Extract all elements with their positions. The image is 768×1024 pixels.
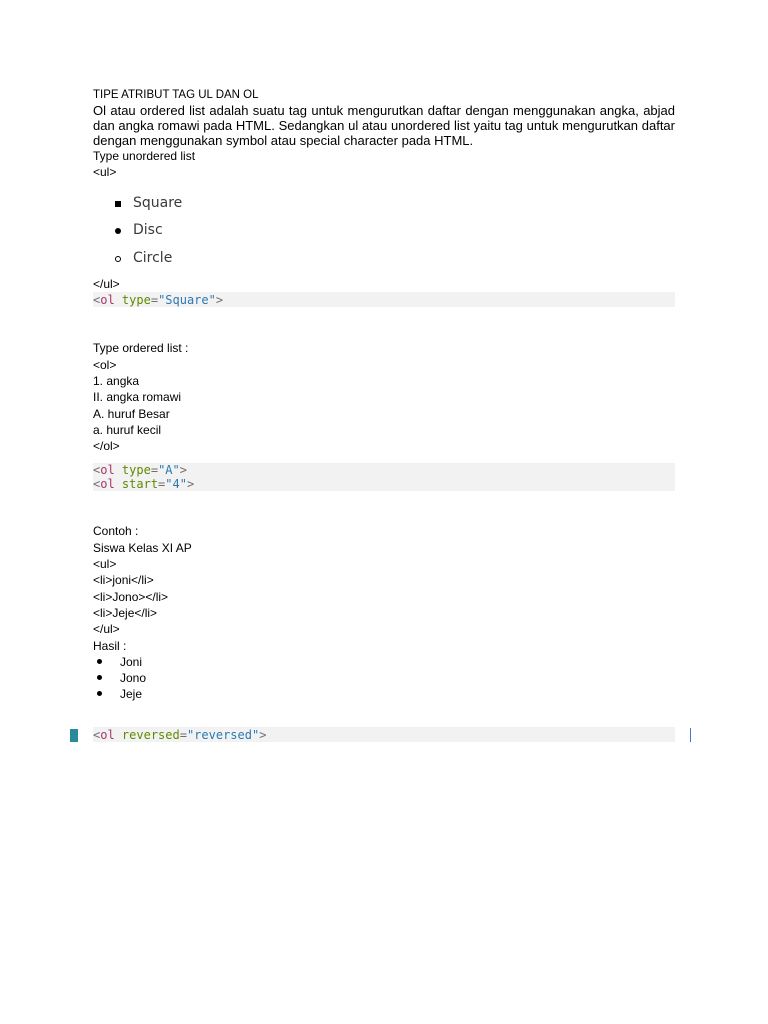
code-line (93, 463, 675, 477)
code-bracket: > (186, 477, 195, 492)
spacer (93, 454, 675, 463)
circle-bullet-icon (115, 256, 121, 262)
list-item-label: Disc (133, 222, 163, 239)
example-heading: Contoh : (93, 524, 139, 539)
ordered-heading: Type ordered list : (93, 341, 189, 356)
list-item-label: Joni (120, 654, 143, 669)
code-equals: = (150, 463, 159, 478)
ol-line: 1. angka (93, 373, 140, 388)
code-bracket: < (93, 463, 101, 478)
code-snippet-ol-reversed (93, 727, 675, 742)
example-code-line: </ul> (93, 622, 120, 637)
document-title: TIPE ATRIBUT TAG UL DAN OL (93, 89, 259, 101)
list-item-label: Jeje (120, 687, 143, 702)
code-attribute: start (121, 477, 159, 492)
example-code-line: <li>Jeje</li> (93, 605, 158, 620)
list-item (93, 245, 675, 273)
list-item (93, 654, 675, 670)
result-list (93, 654, 675, 703)
list-item (93, 190, 675, 218)
spacer (93, 491, 675, 523)
code-attribute: type (121, 463, 151, 478)
code-equals: = (179, 728, 187, 742)
code-bracket: > (215, 293, 224, 308)
ol-open-tag: <ol> (93, 357, 117, 372)
code-value: "Square" (158, 293, 216, 308)
code-tag: ol (100, 728, 115, 742)
code-attribute: reversed (121, 728, 180, 742)
text-cursor-block-icon (70, 729, 78, 742)
ol-line: a. huruf kecil (93, 422, 162, 437)
list-item (93, 217, 675, 245)
code-bracket: < (93, 728, 101, 742)
result-heading: Hasil : (93, 638, 127, 653)
list-item (93, 686, 675, 702)
code-tag: ol (100, 293, 115, 308)
spacer (93, 307, 675, 340)
bullet-icon (97, 691, 102, 696)
example-code-line: <li>Jono></li> (93, 589, 169, 604)
code-value: "A" (158, 463, 180, 478)
code-snippet-ol-type-square (93, 292, 675, 307)
ol-close-tag: </ol> (93, 439, 120, 454)
code-attribute: type (121, 293, 151, 308)
code-bracket: > (179, 463, 187, 478)
bullet-icon (97, 675, 102, 680)
code-equals: = (150, 293, 159, 308)
list-item (93, 670, 675, 686)
ul-open-tag: <ul> (93, 165, 117, 180)
code-snippet-ol-type-start (93, 463, 675, 491)
list-item-label: Jono (120, 671, 147, 686)
example-subtitle: Siswa Kelas XI AP (93, 540, 192, 555)
list-item-label: Square (133, 194, 183, 211)
example-code-line: <ul> (93, 557, 117, 572)
document-page (93, 88, 675, 703)
disc-bullet-icon (115, 228, 121, 234)
code-value: "reversed" (186, 728, 260, 742)
bullet-icon (97, 659, 102, 664)
unordered-heading: Type unordered list (93, 149, 196, 163)
ul-close-tag: </ul> (93, 277, 120, 292)
text-caret-icon[interactable] (690, 728, 691, 742)
ol-line: A. huruf Besar (93, 406, 170, 421)
intro-paragraph: Ol atau ordered list adalah suatu tag untuk mengurutkan daftar dengan menggunakan angka, abjad dan angka romawi pada HTML. Sedangkan ul atau unordered list yaitu tag untuk mengurutkan daftar dengan menggunakan symbol atau special character pada HTML. (93, 103, 675, 148)
code-tag: ol (100, 477, 115, 492)
code-equals: = (158, 477, 166, 492)
rendered-unordered-list (93, 190, 675, 273)
code-bracket: > (259, 728, 267, 742)
code-bracket: < (93, 293, 101, 308)
list-item-label: Circle (133, 249, 173, 266)
ol-line: II. angka romawi (93, 390, 182, 405)
square-bullet-icon (115, 201, 121, 207)
code-value: "4" (165, 477, 187, 492)
code-bracket: < (93, 477, 101, 492)
code-line (93, 477, 675, 491)
example-code-line: <li>joni</li> (93, 573, 154, 588)
code-tag: ol (100, 463, 115, 478)
